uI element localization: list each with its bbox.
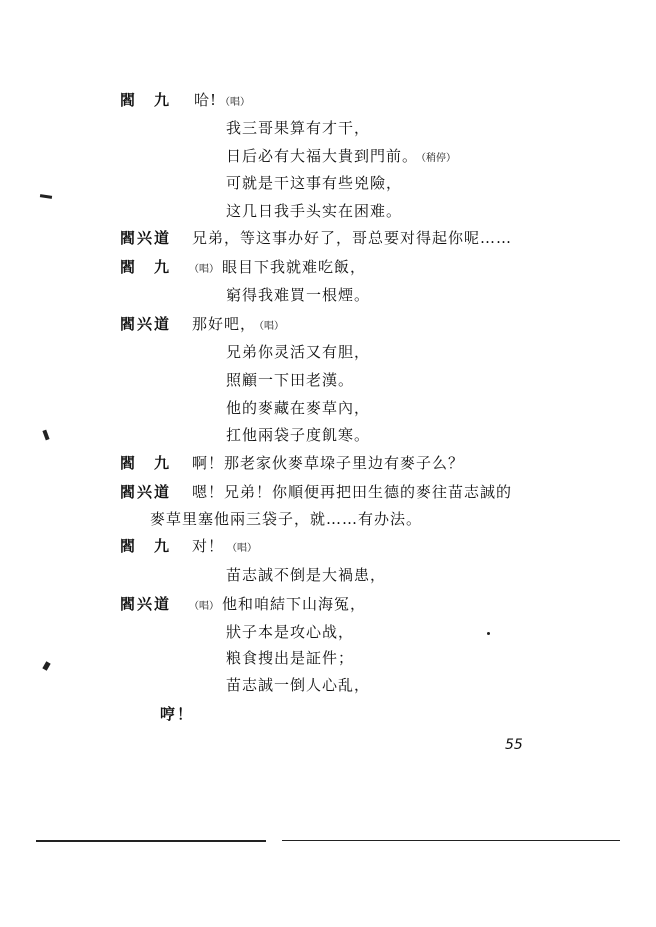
verse-line: 照顧一下田老漢。 — [226, 371, 355, 389]
scan-speck — [40, 194, 52, 199]
scan-speck — [42, 430, 49, 441]
dialogue-line — [192, 314, 287, 337]
dialogue-text-continuation: 麥草里塞他兩三袋子，就……有办法。 — [150, 510, 423, 528]
verse-line: 窮得我难買一根煙。 — [226, 286, 371, 304]
speaker-name: 閻 九 — [120, 454, 172, 472]
speaker-name: 閻兴道 — [120, 483, 172, 501]
verse-line: 扛他兩袋子度飢寒。 — [226, 426, 371, 444]
verse-line: 狀子本是攻心战， — [226, 623, 355, 641]
verse-line — [226, 146, 459, 169]
scan-speck — [487, 632, 490, 635]
page-number: 55 — [505, 737, 523, 753]
speaker-name: 閻 九 — [120, 91, 172, 109]
stage-direction: （唱） — [259, 321, 285, 332]
dialogue-line — [186, 594, 366, 617]
stage-direction: （唱） — [227, 543, 258, 554]
verse-line: 兄弟你灵活又有胆， — [226, 343, 371, 361]
verse-line: 粮食搜出是証件； — [226, 649, 355, 667]
dialogue-line — [192, 536, 260, 559]
dialogue-exclamation: 哼！ — [160, 705, 195, 723]
stage-direction: （唱） — [189, 264, 219, 275]
dialogue-text: 那好吧， — [192, 315, 257, 333]
dialogue-text: 哈! — [194, 91, 218, 109]
scan-speck — [42, 661, 50, 670]
bottom-rule-left — [36, 840, 266, 842]
speaker-name: 閻 九 — [120, 258, 172, 276]
stage-direction: （稍停） — [421, 153, 457, 164]
dialogue-text: 啊！那老家伙麥草垜子里边有麥子么？ — [192, 454, 465, 472]
verse-text: 眼目下我就难吃飯， — [222, 258, 367, 276]
verse-line: 苗志誠不倒是大禍患， — [226, 566, 387, 584]
speaker-name: 閻兴道 — [120, 315, 172, 333]
verse-line: 可就是干这事有些兇險， — [226, 174, 403, 192]
dialogue-text: 兄弟，等这事办好了，哥总要对得起你呢…… — [192, 229, 513, 247]
verse-line: 这几日我手头实在困难。 — [226, 202, 403, 220]
speaker-name: 閻兴道 — [120, 595, 172, 613]
speaker-name: 閻 九 — [120, 537, 172, 555]
verse-text: 日后必有大福大貴到門前。 — [226, 147, 419, 165]
stage-direction: （唱） — [189, 601, 219, 612]
verse-line: 我三哥果算有才干， — [226, 119, 371, 137]
dialogue-text: 嗯！兄弟！你順便再把田生德的麥往苗志誠的 — [192, 483, 513, 501]
verse-text: 他和咱結下山海冤， — [222, 595, 367, 613]
bottom-rule-right — [282, 840, 620, 841]
verse-line: 他的麥藏在麥草內， — [226, 399, 371, 417]
verse-line: 苗志誠一倒人心乱， — [226, 676, 371, 694]
speaker-name: 閻兴道 — [120, 229, 172, 247]
dialogue-line — [186, 257, 366, 280]
dialogue-text: 对！ — [192, 537, 225, 555]
stage-direction: （唱） — [220, 97, 251, 108]
dialogue-line — [194, 90, 253, 113]
